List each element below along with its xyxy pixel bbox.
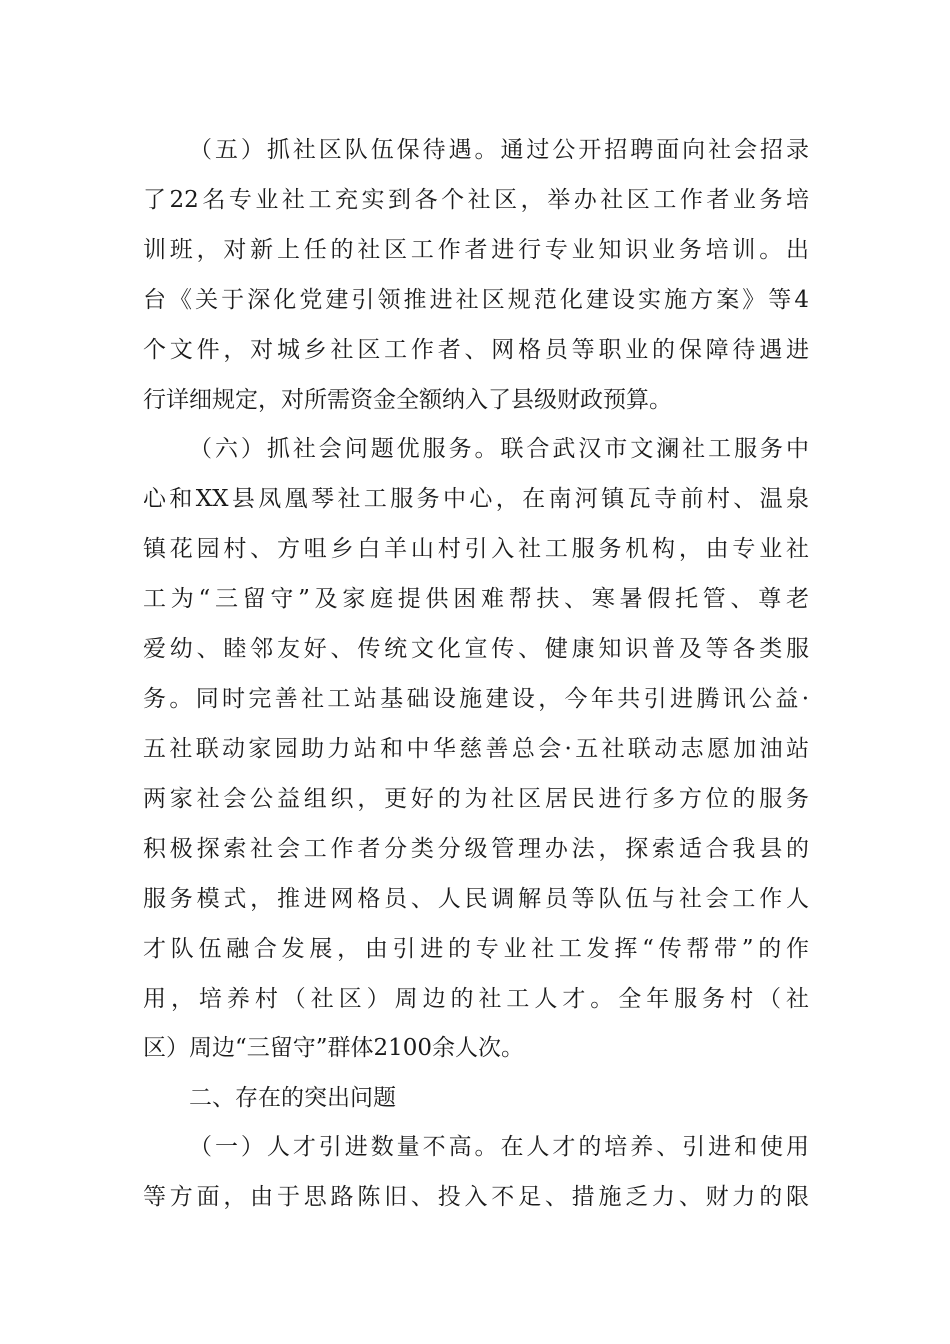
text-line: 务。同时完善社工站基础设施建设，今年共引进腾讯公益·	[143, 686, 809, 712]
text-line: 五社联动家园助力站和中华慈善总会·五社联动志愿加油站	[143, 736, 809, 762]
text-line: （五）抓社区队伍保待遇。通过公开招聘面向社会招录	[189, 137, 809, 163]
text-line: 个文件，对城乡社区工作者、网格员等职业的保障待遇进	[143, 337, 809, 363]
text-line: 用，培养村（社区）周边的社工人才。全年服务村（社	[143, 986, 809, 1012]
text-line: 积极探索社会工作者分类分级管理办法，探索适合我县的	[143, 836, 809, 862]
text-line: 工为“三留守”及家庭提供困难帮扶、寒暑假托管、尊老	[143, 586, 809, 612]
text-line: 心和XX县凤凰琴社工服务中心，在南河镇瓦寺前村、温泉	[143, 486, 809, 512]
text-line: 服务模式，推进网格员、人民调解员等队伍与社会工作人	[143, 886, 809, 912]
section-heading: 二、存在的突出问题	[189, 1085, 396, 1111]
text-line: 训班，对新上任的社区工作者进行专业知识业务培训。出	[143, 237, 809, 263]
text-line: 才队伍融合发展，由引进的专业社工发挥“传帮带”的作	[143, 936, 809, 962]
text-line: （六）抓社会问题优服务。联合武汉市文澜社工服务中	[189, 436, 809, 462]
text-line: 行详细规定，对所需资金全额纳入了县级财政预算。	[143, 387, 672, 413]
text-line: 等方面，由于思路陈旧、投入不足、措施乏力、财力的限	[143, 1184, 809, 1210]
text-line: 区）周边“三留守”群体2100余人次。	[143, 1035, 525, 1061]
text-line: 了22名专业社工充实到各个社区，举办社区工作者业务培	[143, 187, 809, 213]
text-line: 爱幼、睦邻友好、传统文化宣传、健康知识普及等各类服	[143, 636, 809, 662]
text-line: （一）人才引进数量不高。在人才的培养、引进和使用	[189, 1134, 809, 1160]
text-line: 镇花园村、方咀乡白羊山村引入社工服务机构，由专业社	[143, 536, 809, 562]
text-line: 台《关于深化党建引领推进社区规范化建设实施方案》等4	[143, 287, 809, 313]
text-line: 两家社会公益组织，更好的为社区居民进行多方位的服务	[143, 786, 809, 812]
